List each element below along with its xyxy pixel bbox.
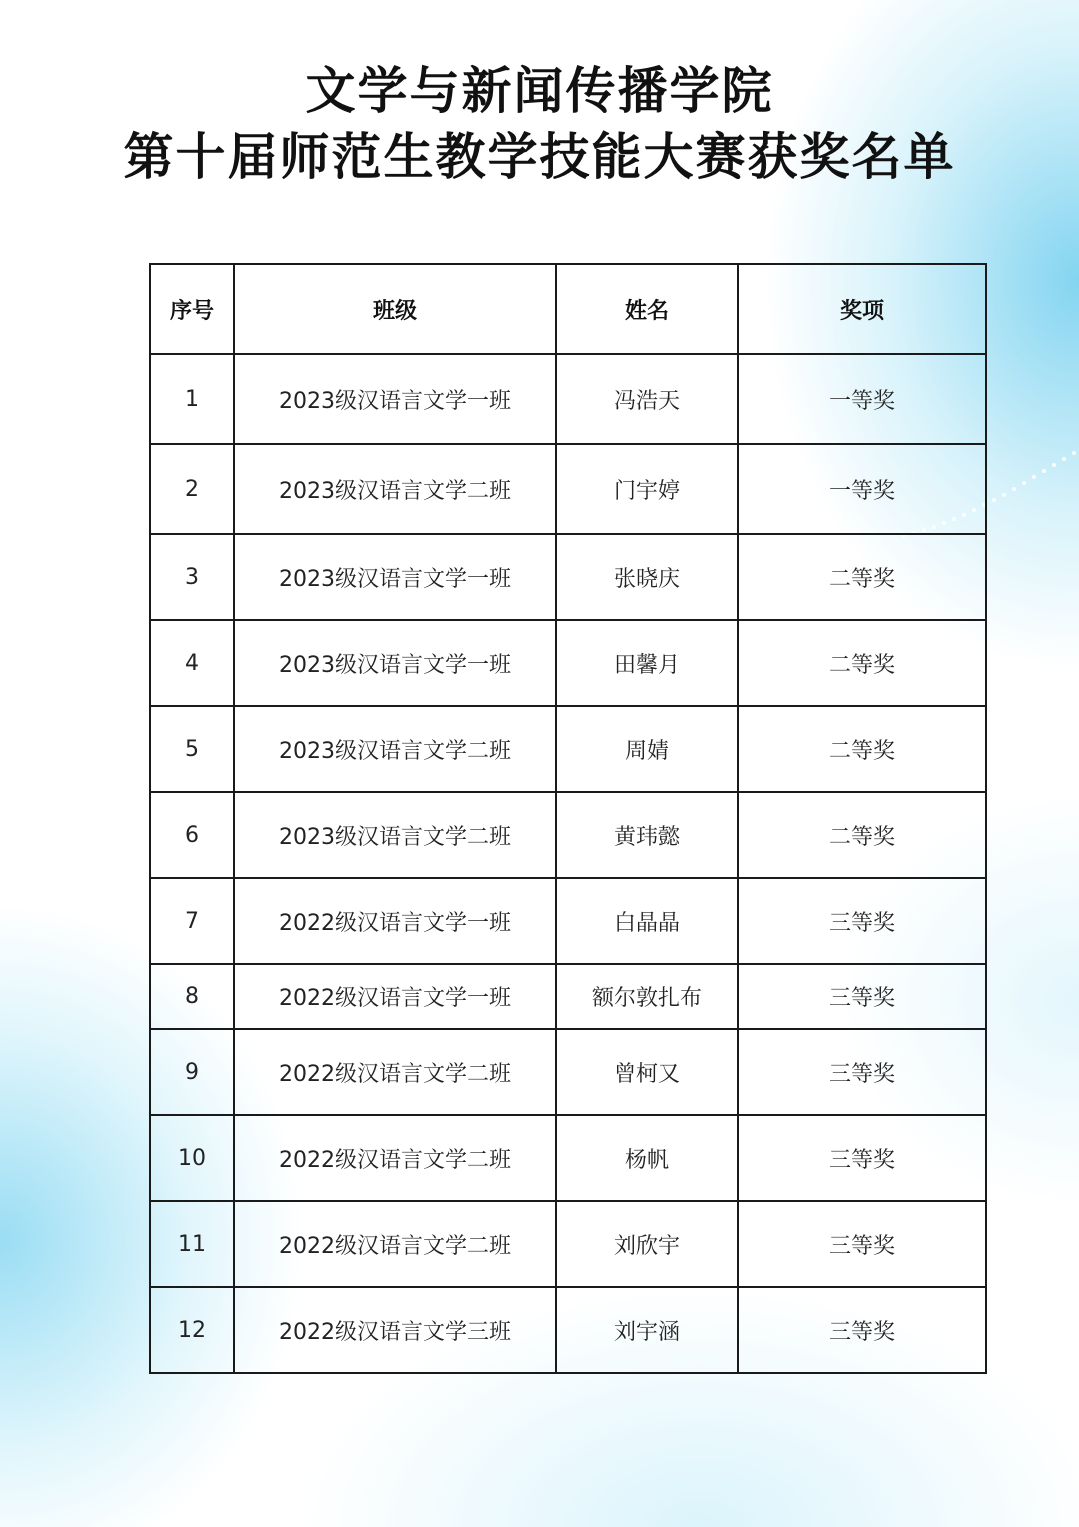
cell-name: 冯浩天: [556, 354, 738, 444]
cell-name: 刘欣宇: [556, 1201, 738, 1287]
cell-name: 杨帆: [556, 1115, 738, 1201]
cell-award: 一等奖: [738, 354, 986, 444]
cell-index: 10: [150, 1115, 234, 1201]
cell-class: 2022级汉语言文学一班: [234, 964, 556, 1029]
cell-award: 三等奖: [738, 964, 986, 1029]
document-title: [0, 58, 1079, 190]
table-row: [150, 792, 986, 878]
cell-name: 田馨月: [556, 620, 738, 706]
cell-class: 2022级汉语言文学二班: [234, 1029, 556, 1115]
cell-award: 二等奖: [738, 534, 986, 620]
cell-index: 1: [150, 354, 234, 444]
cell-class: 2023级汉语言文学二班: [234, 706, 556, 792]
cell-index: 7: [150, 878, 234, 964]
cell-index: 11: [150, 1201, 234, 1287]
table-row: [150, 534, 986, 620]
header-index: 序号: [150, 264, 234, 354]
cell-name: 黄玮懿: [556, 792, 738, 878]
cell-class: 2022级汉语言文学一班: [234, 878, 556, 964]
cell-name: 额尔敦扎布: [556, 964, 738, 1029]
header-award: 奖项: [738, 264, 986, 354]
cell-name: 张晓庆: [556, 534, 738, 620]
table-row: [150, 354, 986, 444]
cell-award: 三等奖: [738, 1029, 986, 1115]
cell-class: 2022级汉语言文学二班: [234, 1201, 556, 1287]
header-class: 班级: [234, 264, 556, 354]
table-row: [150, 1201, 986, 1287]
award-table: [149, 263, 987, 1374]
title-line-2: 第十届师范生教学技能大赛获奖名单: [123, 128, 956, 186]
table-row: [150, 964, 986, 1029]
header-name: 姓名: [556, 264, 738, 354]
cell-class: 2023级汉语言文学一班: [234, 620, 556, 706]
cell-award: 二等奖: [738, 706, 986, 792]
cell-class: 2022级汉语言文学三班: [234, 1287, 556, 1373]
table-row: [150, 444, 986, 534]
table-header-row: [150, 264, 986, 354]
cell-name: 白晶晶: [556, 878, 738, 964]
cell-index: 4: [150, 620, 234, 706]
cell-award: 三等奖: [738, 1115, 986, 1201]
cell-award: 二等奖: [738, 792, 986, 878]
cell-index: 12: [150, 1287, 234, 1373]
cell-index: 9: [150, 1029, 234, 1115]
table-row: [150, 706, 986, 792]
cell-class: 2022级汉语言文学二班: [234, 1115, 556, 1201]
cell-class: 2023级汉语言文学一班: [234, 354, 556, 444]
cell-award: 一等奖: [738, 444, 986, 534]
title-line-1: 文学与新闻传播学院: [305, 62, 774, 120]
table-row: [150, 1029, 986, 1115]
cell-name: 刘宇涵: [556, 1287, 738, 1373]
cell-name: 曾柯又: [556, 1029, 738, 1115]
cell-award: 三等奖: [738, 1201, 986, 1287]
cell-index: 2: [150, 444, 234, 534]
cell-index: 3: [150, 534, 234, 620]
cell-index: 6: [150, 792, 234, 878]
cell-award: 三等奖: [738, 878, 986, 964]
table-row: [150, 620, 986, 706]
cell-award: 三等奖: [738, 1287, 986, 1373]
table-row: [150, 1287, 986, 1373]
table-row: [150, 1115, 986, 1201]
table-row: [150, 878, 986, 964]
cell-name: 周婧: [556, 706, 738, 792]
cell-index: 5: [150, 706, 234, 792]
cell-class: 2023级汉语言文学一班: [234, 534, 556, 620]
cell-class: 2023级汉语言文学二班: [234, 444, 556, 534]
cell-class: 2023级汉语言文学二班: [234, 792, 556, 878]
cell-index: 8: [150, 964, 234, 1029]
cell-award: 二等奖: [738, 620, 986, 706]
cell-name: 门宇婷: [556, 444, 738, 534]
